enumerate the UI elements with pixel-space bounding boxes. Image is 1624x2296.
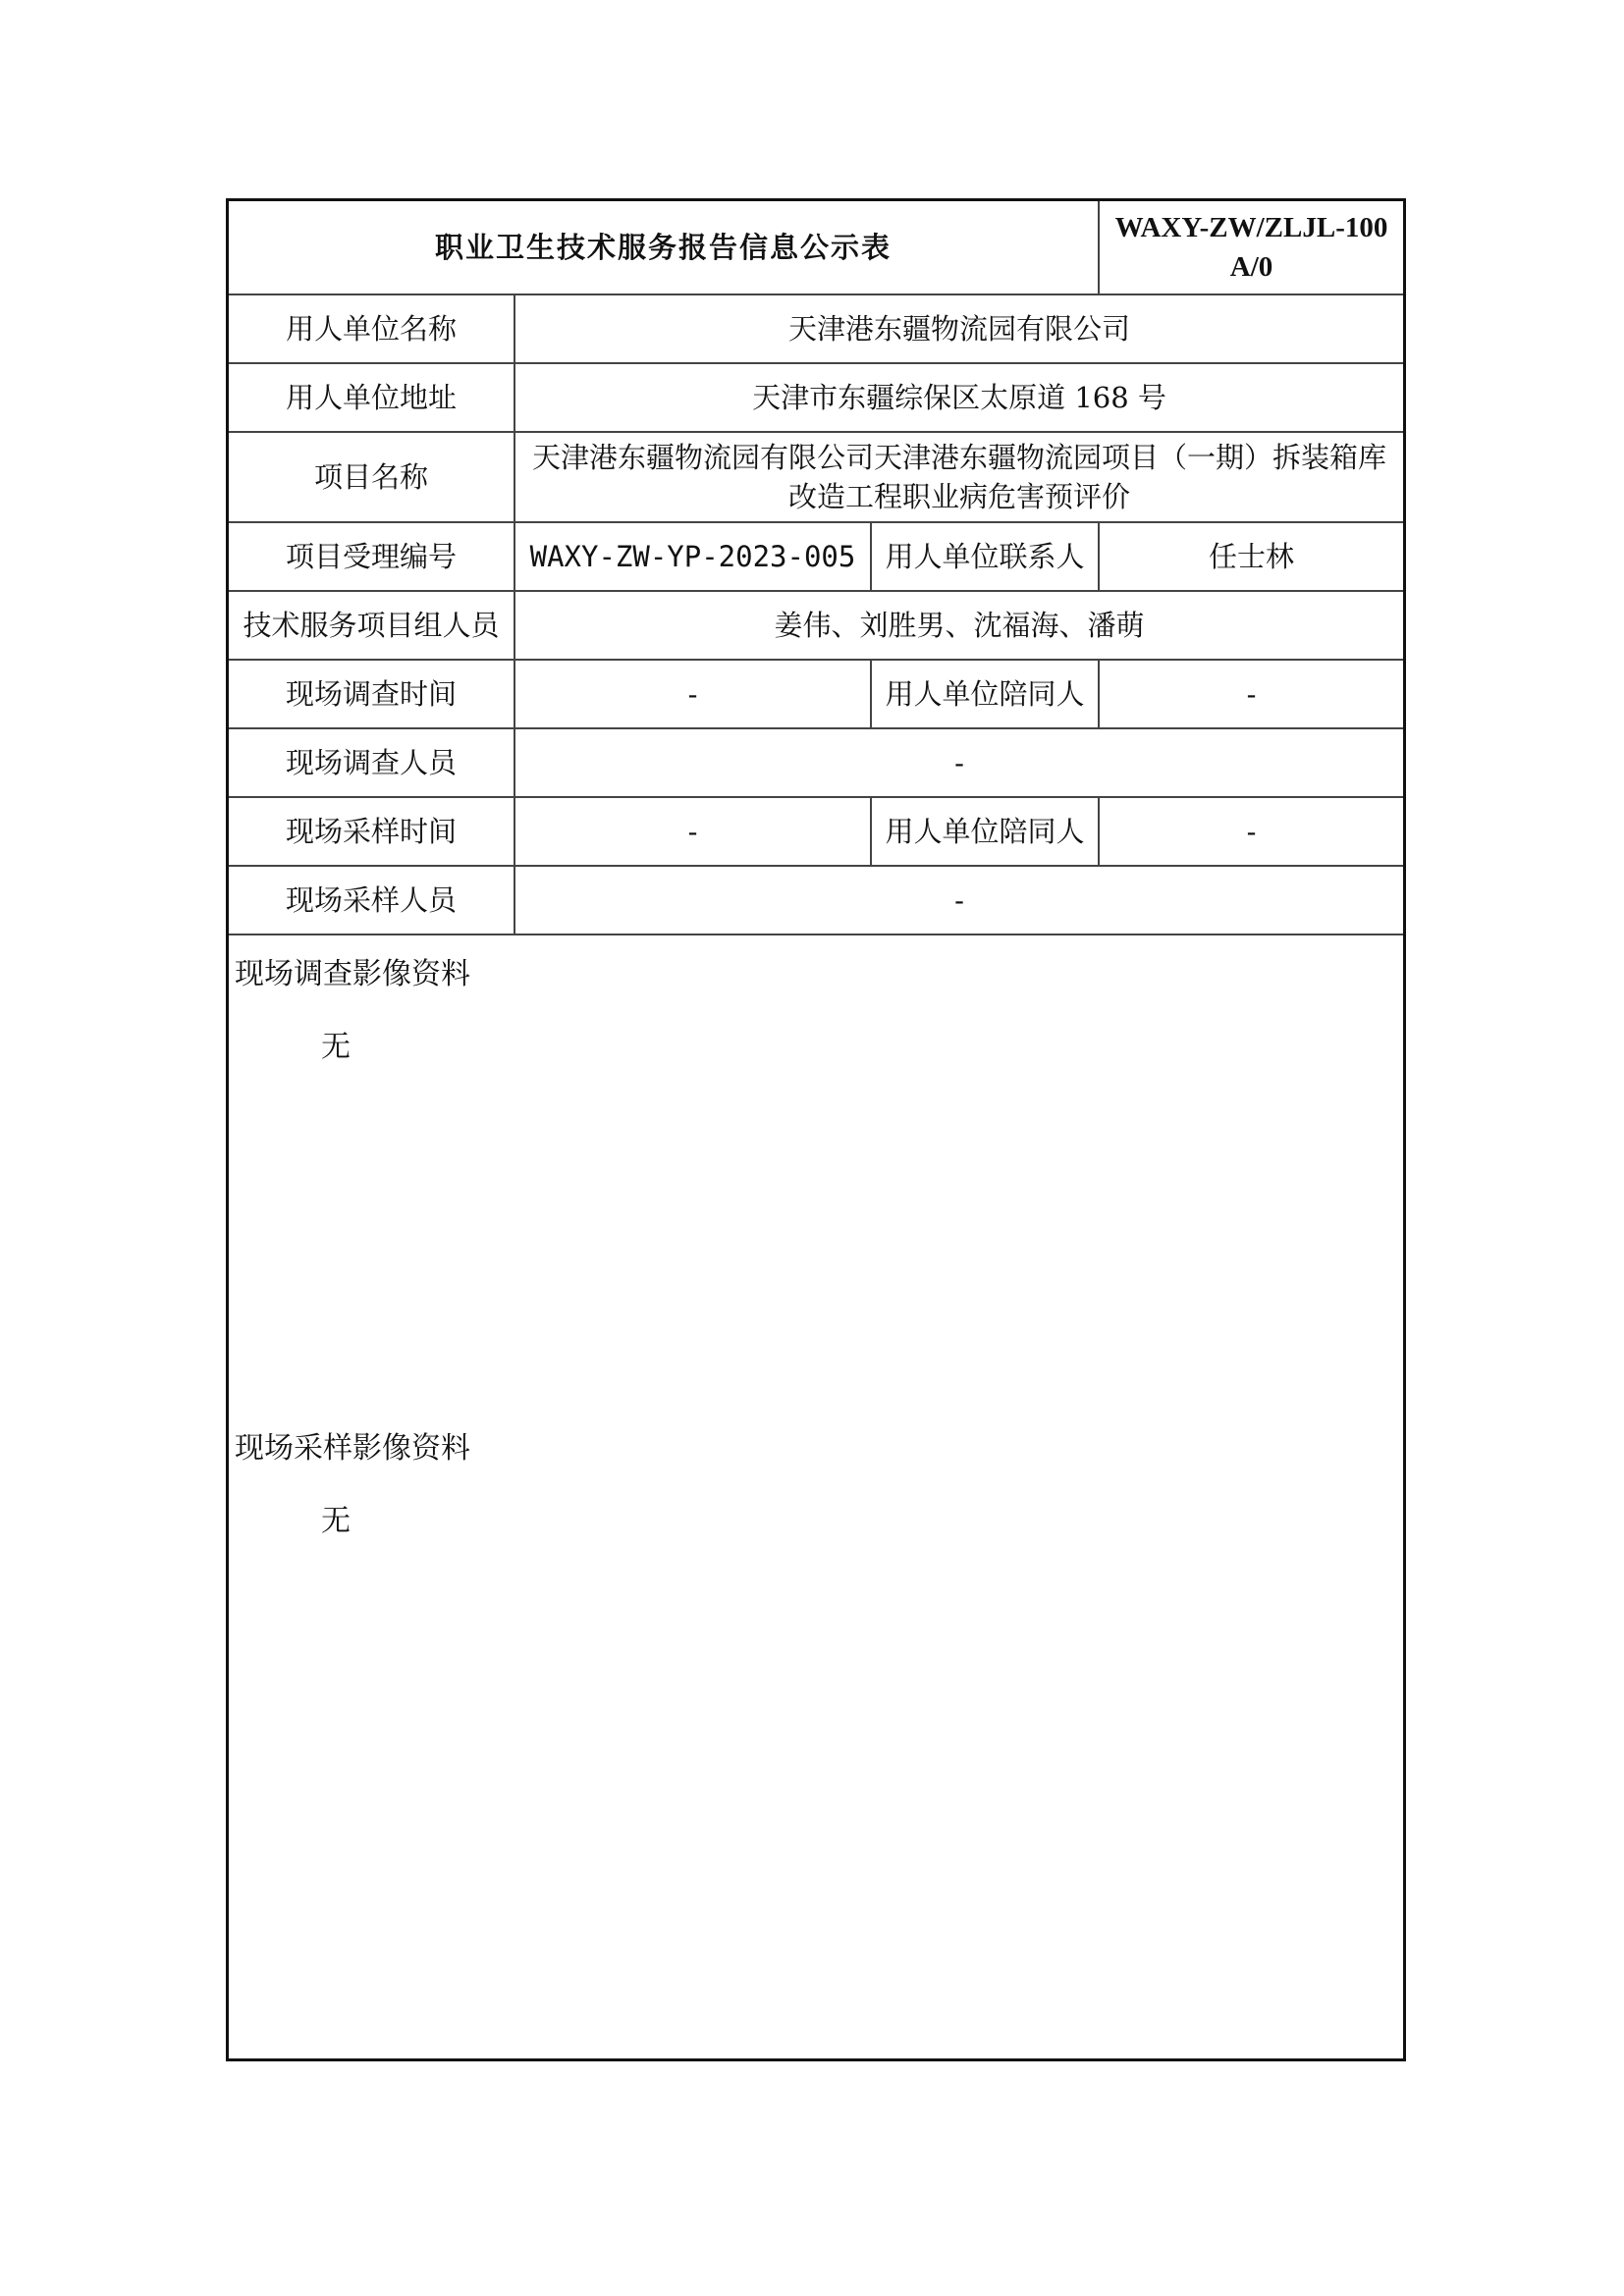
survey-staff-value: -	[514, 728, 1403, 797]
project-number-label: 项目受理编号	[229, 522, 514, 591]
employer-address-label: 用人单位地址	[229, 363, 514, 432]
employer-name-value: 天津港东疆物流园有限公司	[514, 294, 1403, 363]
survey-images-value: 无	[321, 1030, 351, 1064]
info-form	[226, 198, 1406, 2061]
sampling-staff-label: 现场采样人员	[229, 866, 514, 934]
project-number-value: WAXY-ZW-YP-2023-005	[514, 522, 871, 591]
employer-name-label: 用人单位名称	[229, 294, 514, 363]
document-code	[1099, 201, 1403, 294]
team-label: 技术服务项目组人员	[229, 591, 514, 660]
survey-images-label: 现场调查影像资料	[235, 957, 470, 991]
sampling-images-label: 现场采样影像资料	[235, 1431, 470, 1466]
row-team	[229, 591, 1403, 660]
contact-value: 任士林	[1099, 522, 1403, 591]
document-code-line1: WAXY-ZW/ZLJL-100	[1114, 212, 1388, 243]
header-row	[229, 201, 1403, 294]
row-project-number	[229, 522, 1403, 591]
survey-time-value: -	[514, 660, 871, 728]
sampling-images-section	[235, 1423, 470, 1539]
project-name-label: 项目名称	[229, 432, 514, 522]
document-code-line2: A/0	[1229, 251, 1273, 283]
row-survey-staff	[229, 728, 1403, 797]
survey-time-label: 现场调查时间	[229, 660, 514, 728]
sampling-time-label: 现场采样时间	[229, 797, 514, 866]
sampling-time-value: -	[514, 797, 871, 866]
info-table	[229, 201, 1403, 935]
employer-address-value: 天津市东疆综保区太原道 168 号	[514, 363, 1403, 432]
contact-label: 用人单位联系人	[871, 522, 1099, 591]
team-value: 姜伟、刘胜男、沈福海、潘萌	[514, 591, 1403, 660]
row-sampling-staff	[229, 866, 1403, 934]
sampling-images-value: 无	[321, 1504, 351, 1538]
survey-staff-label: 现场调查人员	[229, 728, 514, 797]
project-name-value: 天津港东疆物流园有限公司天津港东疆物流园项目（一期）拆装箱库改造工程职业病危害预评价	[514, 432, 1403, 522]
sampling-staff-value: -	[514, 866, 1403, 934]
row-employer-name	[229, 294, 1403, 363]
form-title: 职业卫生技术服务报告信息公示表	[229, 201, 1099, 294]
sampling-companion-value: -	[1099, 797, 1403, 866]
row-survey-time	[229, 660, 1403, 728]
row-employer-address	[229, 363, 1403, 432]
row-project-name	[229, 432, 1403, 522]
row-sampling-time	[229, 797, 1403, 866]
sampling-companion-label: 用人单位陪同人	[871, 797, 1099, 866]
survey-images-section	[235, 949, 470, 1065]
survey-companion-label: 用人单位陪同人	[871, 660, 1099, 728]
survey-companion-value: -	[1099, 660, 1403, 728]
